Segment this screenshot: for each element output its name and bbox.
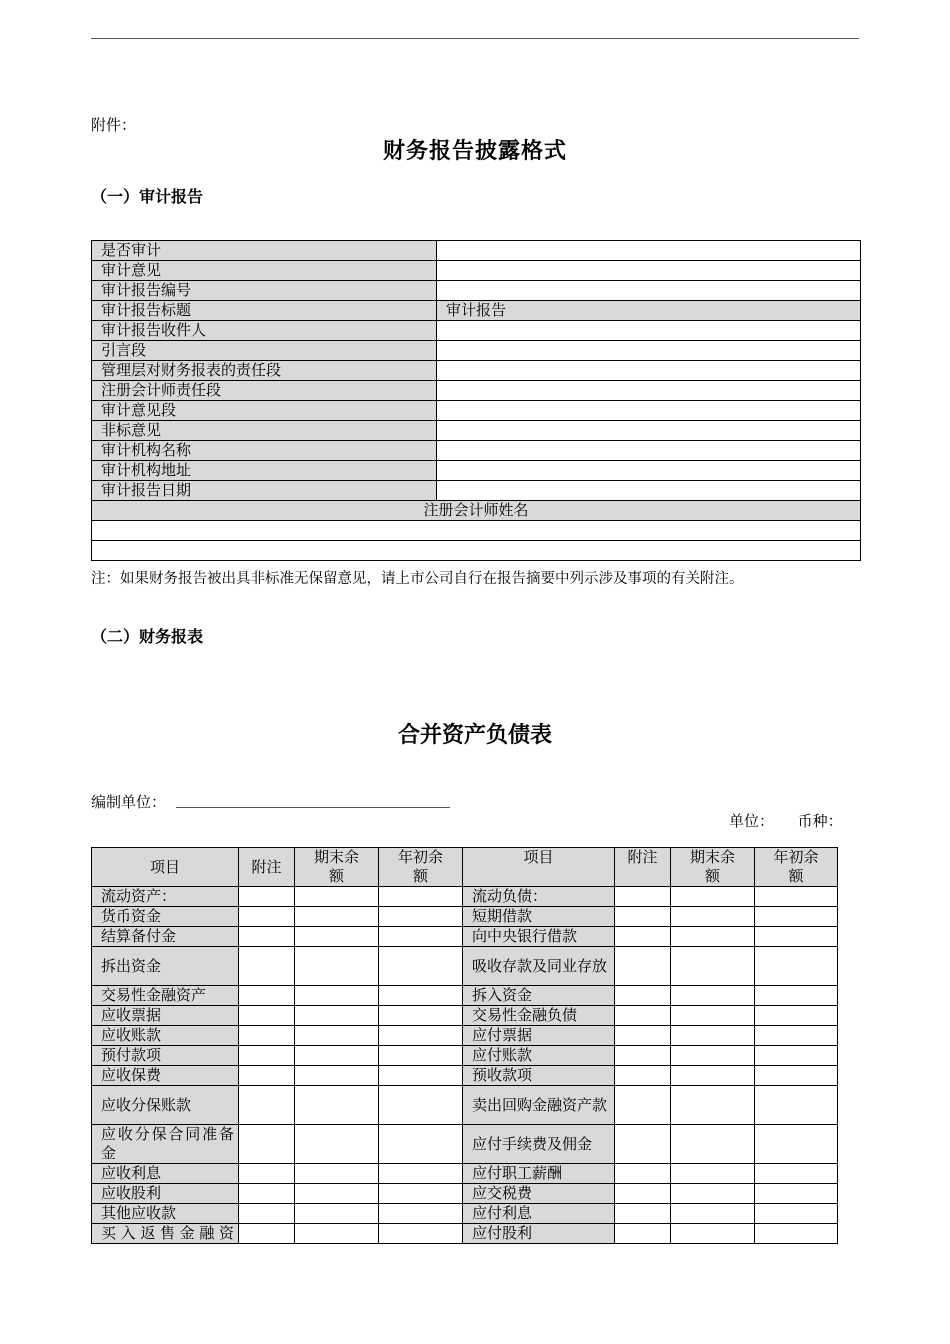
- audit-row: [92, 281, 861, 301]
- asset-note-cell: [239, 887, 295, 907]
- liability-item: 卖出回购金融资产款: [463, 1086, 615, 1125]
- balance-sheet-row: [92, 1066, 838, 1086]
- balance-sheet-row: [92, 907, 838, 927]
- liability-end-balance-cell: [671, 1204, 755, 1224]
- liability-end-balance-cell: [671, 1006, 755, 1026]
- cpa-name-row: [92, 521, 861, 541]
- liability-item: 拆入资金: [463, 986, 615, 1006]
- liability-end-balance-cell: [671, 986, 755, 1006]
- audit-row-value: [437, 401, 861, 421]
- asset-end-balance-cell: [295, 907, 379, 927]
- liability-item: 短期借款: [463, 907, 615, 927]
- balance-sheet-table: [91, 847, 838, 1244]
- audit-row-label: 是否审计: [92, 241, 437, 261]
- audit-row: [92, 241, 861, 261]
- asset-end-balance-cell: [295, 927, 379, 947]
- column-header: 年初余额: [379, 848, 463, 887]
- asset-note-cell: [239, 1204, 295, 1224]
- liability-item: 应交税费: [463, 1184, 615, 1204]
- asset-note-cell: [239, 1184, 295, 1204]
- liability-end-balance-cell: [671, 907, 755, 927]
- balance-sheet-row: [92, 1026, 838, 1046]
- liability-end-balance-cell: [671, 1026, 755, 1046]
- liability-end-balance-cell: [671, 1184, 755, 1204]
- asset-note-cell: [239, 1086, 295, 1125]
- audit-row-label: 审计报告编号: [92, 281, 437, 301]
- liability-end-balance-cell: [671, 947, 755, 986]
- column-header: 期末余额: [671, 848, 755, 887]
- liability-note-cell: [615, 986, 671, 1006]
- balance-sheet-row: [92, 1164, 838, 1184]
- asset-end-balance-cell: [295, 1006, 379, 1026]
- liability-begin-balance-cell: [755, 1026, 838, 1046]
- liability-begin-balance-cell: [755, 1125, 838, 1164]
- liability-note-cell: [615, 1204, 671, 1224]
- audit-row-value: [437, 481, 861, 501]
- column-header: 项目: [463, 848, 615, 887]
- asset-item: 应收分保合同准备金: [92, 1125, 239, 1164]
- liability-note-cell: [615, 1184, 671, 1204]
- column-header: 项目: [92, 848, 239, 887]
- asset-item: 应收票据: [92, 1006, 239, 1026]
- asset-item: 拆出资金: [92, 947, 239, 986]
- liability-item: 应付手续费及佣金: [463, 1125, 615, 1164]
- liability-item: 应付利息: [463, 1204, 615, 1224]
- asset-note-cell: [239, 986, 295, 1006]
- liability-item: 应付股利: [463, 1224, 615, 1244]
- balance-sheet-header-row: [92, 848, 838, 887]
- balance-sheet-row: [92, 1224, 838, 1244]
- liability-item: 应付票据: [463, 1026, 615, 1046]
- asset-item: 应收账款: [92, 1026, 239, 1046]
- asset-item: 应收股利: [92, 1184, 239, 1204]
- audit-row-value: [437, 421, 861, 441]
- asset-end-balance-cell: [295, 887, 379, 907]
- preparer-blank-line: [176, 807, 450, 808]
- asset-begin-balance-cell: [379, 1184, 463, 1204]
- liability-end-balance-cell: [671, 1125, 755, 1164]
- asset-end-balance-cell: [295, 1026, 379, 1046]
- asset-note-cell: [239, 1006, 295, 1026]
- liability-end-balance-cell: [671, 927, 755, 947]
- balance-sheet-row: [92, 927, 838, 947]
- cpa-name-cell: [92, 541, 861, 561]
- cpa-header-row: [92, 501, 861, 521]
- audit-row: [92, 361, 861, 381]
- liability-note-cell: [615, 1125, 671, 1164]
- audit-row-label: 引言段: [92, 341, 437, 361]
- asset-note-cell: [239, 907, 295, 927]
- liability-begin-balance-cell: [755, 1184, 838, 1204]
- column-header: 附注: [239, 848, 295, 887]
- cpa-name-header: 注册会计师姓名: [92, 501, 861, 521]
- balance-sheet-row: [92, 986, 838, 1006]
- audit-row: [92, 481, 861, 501]
- asset-begin-balance-cell: [379, 907, 463, 927]
- audit-row-value: [437, 441, 861, 461]
- asset-begin-balance-cell: [379, 1046, 463, 1066]
- audit-row-value: [437, 381, 861, 401]
- asset-note-cell: [239, 1026, 295, 1046]
- asset-begin-balance-cell: [379, 1006, 463, 1026]
- liability-item: 吸收存款及同业存放: [463, 947, 615, 986]
- audit-row-label: 审计意见: [92, 261, 437, 281]
- asset-note-cell: [239, 1164, 295, 1184]
- balance-sheet-row: [92, 947, 838, 986]
- asset-begin-balance-cell: [379, 1086, 463, 1125]
- audit-row-label: 审计报告标题: [92, 301, 437, 321]
- balance-sheet-row: [92, 1184, 838, 1204]
- audit-row: [92, 341, 861, 361]
- balance-sheet-title: 合并资产负债表: [397, 722, 552, 748]
- liability-begin-balance-cell: [755, 986, 838, 1006]
- balance-sheet-row: [92, 1125, 838, 1164]
- asset-item: 其他应收款: [92, 1204, 239, 1224]
- audit-row-label: 审计报告收件人: [92, 321, 437, 341]
- asset-end-balance-cell: [295, 1046, 379, 1066]
- liability-item: 应付职工薪酬: [463, 1164, 615, 1184]
- balance-sheet-row: [92, 1006, 838, 1026]
- liability-note-cell: [615, 1006, 671, 1026]
- header-rule: [91, 38, 859, 39]
- asset-note-cell: [239, 1125, 295, 1164]
- asset-begin-balance-cell: [379, 1066, 463, 1086]
- liability-item: 流动负债：: [463, 887, 615, 907]
- audit-row-value: [437, 321, 861, 341]
- asset-end-balance-cell: [295, 986, 379, 1006]
- document-title: 财务报告披露格式: [382, 138, 567, 164]
- asset-note-cell: [239, 1066, 295, 1086]
- liability-begin-balance-cell: [755, 1006, 838, 1026]
- liability-item: 交易性金融负债: [463, 1006, 615, 1026]
- audit-row-value: [437, 341, 861, 361]
- liability-begin-balance-cell: [755, 887, 838, 907]
- asset-begin-balance-cell: [379, 1164, 463, 1184]
- liability-begin-balance-cell: [755, 1224, 838, 1244]
- liability-end-balance-cell: [671, 1164, 755, 1184]
- asset-note-cell: [239, 1224, 295, 1244]
- audit-row: [92, 401, 861, 421]
- audit-row-label: 审计机构名称: [92, 441, 437, 461]
- asset-begin-balance-cell: [379, 927, 463, 947]
- liability-begin-balance-cell: [755, 907, 838, 927]
- audit-row-value: [437, 241, 861, 261]
- audit-row: [92, 421, 861, 441]
- liability-note-cell: [615, 947, 671, 986]
- asset-end-balance-cell: [295, 1066, 379, 1086]
- liability-begin-balance-cell: [755, 927, 838, 947]
- attachment-label: 附件：: [91, 116, 137, 134]
- liability-end-balance-cell: [671, 1046, 755, 1066]
- asset-item: 应收保费: [92, 1066, 239, 1086]
- liability-end-balance-cell: [671, 887, 755, 907]
- liability-note-cell: [615, 907, 671, 927]
- audit-row-value: [437, 361, 861, 381]
- liability-begin-balance-cell: [755, 1066, 838, 1086]
- audit-row-value: [437, 261, 861, 281]
- unit-label: 单位：: [729, 812, 775, 830]
- asset-item: 交易性金融资产: [92, 986, 239, 1006]
- audit-row: [92, 261, 861, 281]
- liability-end-balance-cell: [671, 1066, 755, 1086]
- audit-row: [92, 381, 861, 401]
- liability-begin-balance-cell: [755, 1164, 838, 1184]
- asset-end-balance-cell: [295, 1224, 379, 1244]
- audit-row-value: [437, 461, 861, 481]
- asset-item: 应收利息: [92, 1164, 239, 1184]
- asset-item: 结算备付金: [92, 927, 239, 947]
- balance-sheet-row: [92, 1204, 838, 1224]
- liability-note-cell: [615, 1164, 671, 1184]
- column-header: 附注: [615, 848, 671, 887]
- audit-row-label: 管理层对财务报表的责任段: [92, 361, 437, 381]
- liability-item: 预收款项: [463, 1066, 615, 1086]
- audit-row-label: 审计机构地址: [92, 461, 437, 481]
- asset-begin-balance-cell: [379, 1026, 463, 1046]
- balance-sheet-row: [92, 1086, 838, 1125]
- liability-note-cell: [615, 1046, 671, 1066]
- cpa-name-row: [92, 541, 861, 561]
- column-header: 期末余额: [295, 848, 379, 887]
- audit-row-label: 审计意见段: [92, 401, 437, 421]
- section-heading-audit: （一）审计报告: [91, 187, 204, 206]
- audit-report-table: [91, 240, 861, 561]
- audit-note: 注：如果财务报告被出具非标准无保留意见，请上市公司自行在报告摘要中列示涉及事项的有关附注。: [91, 571, 744, 587]
- audit-row-label: 非标意见: [92, 421, 437, 441]
- asset-begin-balance-cell: [379, 947, 463, 986]
- asset-item: 买入返售金融资: [92, 1224, 239, 1244]
- asset-item: 预付款项: [92, 1046, 239, 1066]
- asset-note-cell: [239, 947, 295, 986]
- asset-begin-balance-cell: [379, 887, 463, 907]
- liability-begin-balance-cell: [755, 1046, 838, 1066]
- asset-end-balance-cell: [295, 1086, 379, 1125]
- audit-row: [92, 301, 861, 321]
- liability-note-cell: [615, 1224, 671, 1244]
- audit-row: [92, 321, 861, 341]
- asset-end-balance-cell: [295, 1204, 379, 1224]
- asset-begin-balance-cell: [379, 1204, 463, 1224]
- asset-note-cell: [239, 1046, 295, 1066]
- asset-end-balance-cell: [295, 1125, 379, 1164]
- asset-begin-balance-cell: [379, 986, 463, 1006]
- asset-begin-balance-cell: [379, 1224, 463, 1244]
- currency-label: 币种：: [797, 812, 843, 830]
- asset-item: 流动资产：: [92, 887, 239, 907]
- liability-note-cell: [615, 927, 671, 947]
- asset-begin-balance-cell: [379, 1125, 463, 1164]
- liability-item: 向中央银行借款: [463, 927, 615, 947]
- liability-note-cell: [615, 1086, 671, 1125]
- audit-row-value: [437, 281, 861, 301]
- asset-end-balance-cell: [295, 1184, 379, 1204]
- audit-row: [92, 461, 861, 481]
- liability-end-balance-cell: [671, 1224, 755, 1244]
- column-header: 年初余额: [755, 848, 838, 887]
- audit-row-value: 审计报告: [437, 301, 861, 321]
- balance-sheet-row: [92, 887, 838, 907]
- balance-sheet-row: [92, 1046, 838, 1066]
- preparer-label: 编制单位：: [91, 793, 167, 811]
- cpa-name-cell: [92, 521, 861, 541]
- unit-currency-line: [729, 810, 843, 831]
- asset-item: 应收分保账款: [92, 1086, 239, 1125]
- liability-begin-balance-cell: [755, 1204, 838, 1224]
- liability-end-balance-cell: [671, 1086, 755, 1125]
- asset-end-balance-cell: [295, 947, 379, 986]
- audit-row-label: 审计报告日期: [92, 481, 437, 501]
- audit-row-label: 注册会计师责任段: [92, 381, 437, 401]
- audit-row: [92, 441, 861, 461]
- liability-item: 应付账款: [463, 1046, 615, 1066]
- liability-note-cell: [615, 887, 671, 907]
- liability-begin-balance-cell: [755, 1086, 838, 1125]
- section-heading-statements: （二）财务报表: [91, 627, 204, 646]
- asset-item: 货币资金: [92, 907, 239, 927]
- liability-begin-balance-cell: [755, 947, 838, 986]
- liability-note-cell: [615, 1026, 671, 1046]
- liability-note-cell: [615, 1066, 671, 1086]
- asset-end-balance-cell: [295, 1164, 379, 1184]
- asset-note-cell: [239, 927, 295, 947]
